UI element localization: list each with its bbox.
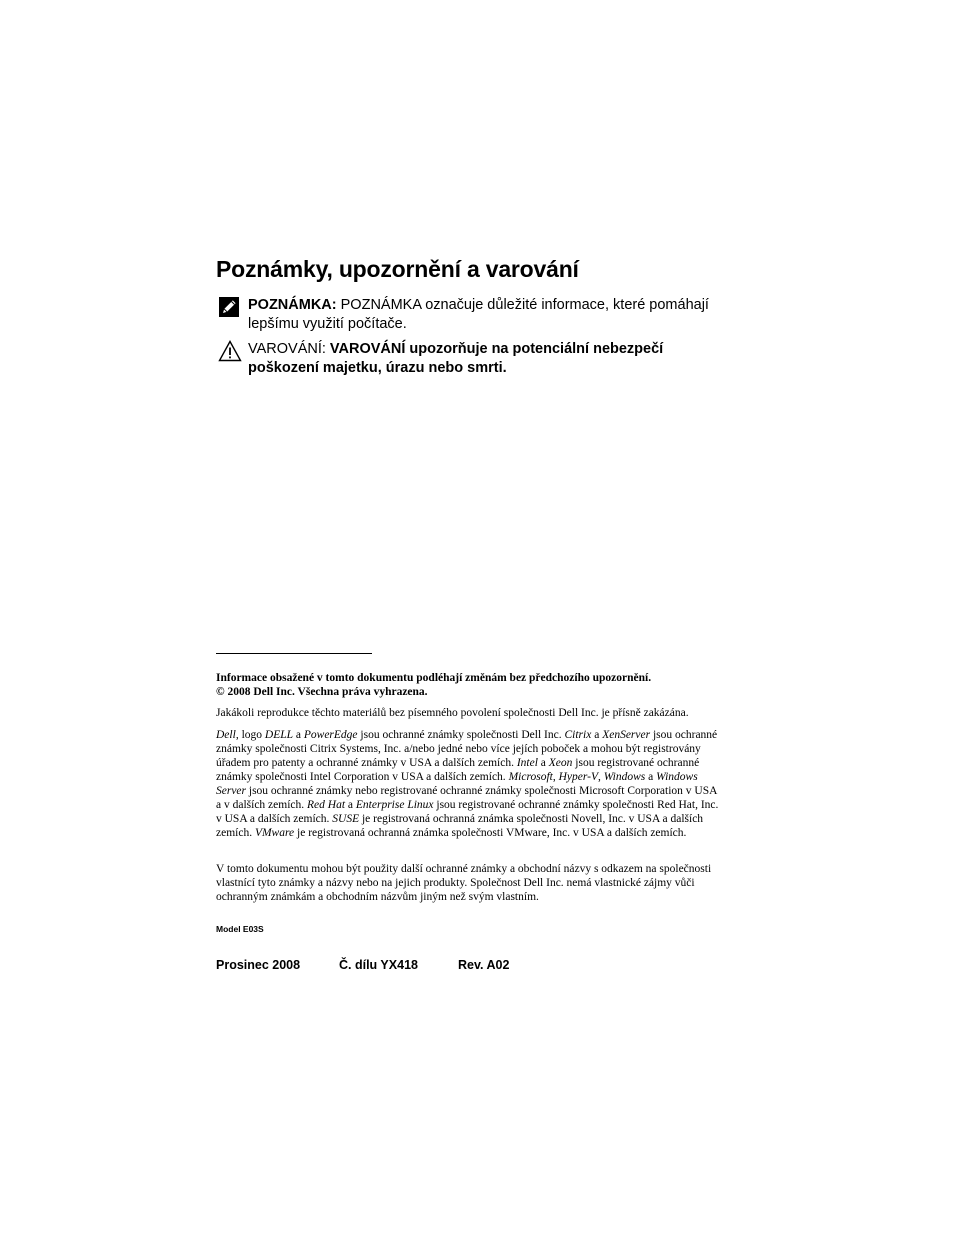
part-number: Č. dílu YX418 xyxy=(339,958,418,972)
copyright-line: © 2008 Dell Inc. Všechna práva vyhrazena. xyxy=(216,686,428,698)
trademark-name: Xeon xyxy=(548,757,573,769)
model-number: Model E03S xyxy=(216,924,264,934)
trademark-name: Enterprise Linux xyxy=(355,799,434,811)
change-notice xyxy=(216,671,721,699)
note-text: POZNÁMKA označuje důležité informace, které pomáhají lepšímu využití počítače. xyxy=(248,297,709,332)
page-title: Poznámky, upozornění a varování xyxy=(216,256,579,282)
trademark-text: , logo xyxy=(235,729,265,741)
trademark-text: je registrovaná ochranná známka společnosti VMware, Inc. v USA a dalších zemích. xyxy=(294,827,687,839)
warning-label: VAROVÁNÍ: xyxy=(248,341,326,357)
divider xyxy=(216,653,372,654)
publication-date: Prosinec 2008 xyxy=(216,958,301,972)
revision: Rev. A02 xyxy=(458,958,510,972)
note-label: POZNÁMKA: xyxy=(248,297,337,313)
other-marks-notice: V tomto dokumentu mohou být použity další ochranné známky a obchodní názvy s odkazem na společnosti vlastnící tyto známky a názvy nebo na jejich produkty. Společnost Dell Inc. nemá vlastnické zájmy vůči ochranným známkám a obchodním názvům jiným než svým vlastním. xyxy=(216,863,712,903)
trademark-text: a xyxy=(537,757,549,769)
trademark-text: a xyxy=(591,729,603,741)
trademarks-paragraph xyxy=(216,728,721,840)
reproduction-notice: Jakákoli reprodukce těchto materiálů bez písemného povolení společnosti Dell Inc. je přísně zakázána. xyxy=(216,707,689,719)
trademark-text: a xyxy=(293,729,304,741)
trademark-name: Microsoft xyxy=(508,771,553,783)
trademark-text: , xyxy=(552,771,559,783)
trademark-name: SUSE xyxy=(332,813,360,825)
trademark-text: a xyxy=(345,799,356,811)
trademark-name: Intel xyxy=(516,757,538,769)
trademark-name: Windows Server xyxy=(216,771,698,797)
trademark-text: , xyxy=(597,771,604,783)
trademark-text: je registrovaná ochranná známka společnosti Novell, Inc. v USA a dalších zemích. xyxy=(216,813,704,839)
trademark-name: XenServer xyxy=(602,729,651,741)
trademark-name: Dell xyxy=(216,729,236,741)
trademark-text: a xyxy=(645,771,657,783)
trademark-name: Red Hat xyxy=(307,799,346,811)
pencil-note-icon xyxy=(218,296,242,320)
warning-triangle-icon xyxy=(218,340,242,364)
trademark-name: VMware xyxy=(254,827,295,839)
trademark-name: DELL xyxy=(264,729,294,741)
trademark-text: jsou ochranné známky společnosti Dell Inc. xyxy=(357,729,565,741)
trademark-name: Windows xyxy=(603,771,646,783)
trademark-text: jsou ochranné známky nebo registrované ochranné známky společnosti Microsoft Corporation v USA a v dalších zemích. xyxy=(216,785,717,811)
trademark-name: PowerEdge xyxy=(303,729,358,741)
trademark-text: jsou registrované ochranné známky společnosti Intel Corporation v USA a dalších zemích. xyxy=(216,757,700,783)
change-notice-line: Informace obsažené v tomto dokumentu podléhají změnám bez předchozího upozornění. xyxy=(216,672,652,684)
trademark-name: Citrix xyxy=(564,729,592,741)
trademark-text: jsou registrované ochranné známky společnosti Red Hat, Inc. v USA a dalších zemích. xyxy=(216,799,719,825)
trademark-text: jsou ochranné známky společnosti Citrix Systems, Inc. a/nebo jedné nebo více jejích poboček a mohou být registrovány úřadem pro patenty a ochranné známky v USA a dalších zemích. xyxy=(216,729,718,769)
warning-text: VAROVÁNÍ upozorňuje na potenciální nebezpečí poškození majetku, úrazu nebo smrti. xyxy=(248,341,664,376)
trademark-name: Hyper-V xyxy=(558,771,598,783)
